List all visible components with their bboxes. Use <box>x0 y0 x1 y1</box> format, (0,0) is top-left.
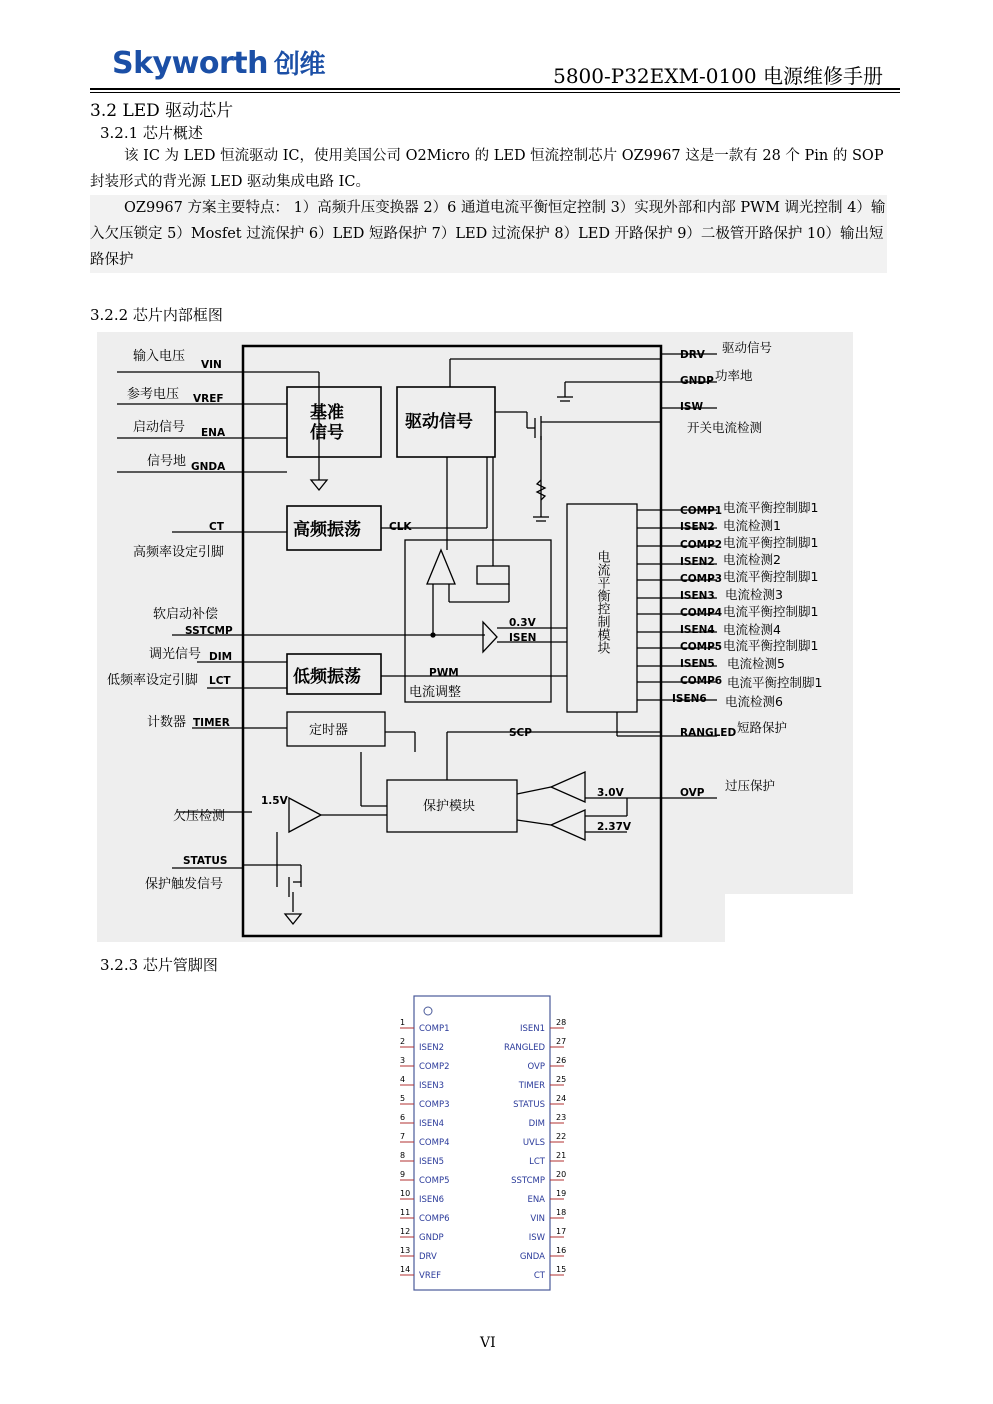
pin-label-left: ISEN2 <box>419 1043 445 1053</box>
pin-number-right: 25 <box>556 1075 567 1084</box>
pin-number-left: 12 <box>400 1227 411 1236</box>
pin-number-left: 5 <box>400 1094 406 1103</box>
pin-number-right: 17 <box>556 1227 567 1236</box>
pin-comp4: COMP4 <box>680 607 723 619</box>
pin-label-left: ISEN6 <box>419 1195 445 1205</box>
current-adj-label: 电流调整 <box>409 685 462 700</box>
pin-number-right: 20 <box>556 1170 567 1179</box>
block-diagram <box>97 332 853 942</box>
document-title: 5800-P32EXM-0100 电源维修手册 <box>553 64 883 88</box>
pin-number-right: 15 <box>556 1265 567 1274</box>
label-comp1-cn: 电流平衡控制脚1 <box>723 500 819 515</box>
pinout-title: 3.2.3 芯片管脚图 <box>100 956 218 974</box>
pin-number-left: 4 <box>400 1075 406 1084</box>
label-ovp-cn: 过压保护 <box>725 778 776 793</box>
header-rule-thin <box>90 92 900 93</box>
label-gnda-cn: 信号地 <box>147 454 187 469</box>
pin-label-right: GNDA <box>519 1252 545 1262</box>
label-uv-cn: 欠压检测 <box>173 809 226 824</box>
pin-number-left: 7 <box>400 1132 406 1141</box>
pin-ovp: OVP <box>680 787 705 799</box>
label-comp5-cn: 电流平衡控制脚1 <box>723 638 819 653</box>
pin-number-right: 24 <box>556 1094 567 1103</box>
pin-number-left: 6 <box>400 1113 406 1122</box>
pin-number-right: 19 <box>556 1189 567 1198</box>
pin-number-left: 8 <box>400 1151 406 1160</box>
pin-gndp: GNDP <box>680 375 714 387</box>
label-pwm: PWM <box>429 667 459 679</box>
pin-gnda: GNDA <box>191 461 226 473</box>
pin-number-left: 11 <box>400 1208 411 1217</box>
pin-number-left: 14 <box>400 1265 411 1274</box>
label-comp4-cn: 电流平衡控制脚1 <box>723 604 819 619</box>
pin-label-right: UVLS <box>522 1138 545 1148</box>
label-gndp-cn: 功率地 <box>715 368 753 383</box>
pin-label-right: TIMER <box>518 1081 545 1091</box>
pin-number-right: 23 <box>556 1113 567 1122</box>
pin-number-right: 27 <box>556 1037 567 1046</box>
pin-label-left: COMP2 <box>419 1062 450 1072</box>
label-isen1-cn: 电流检测1 <box>723 518 781 533</box>
pin-timer: TIMER <box>193 717 230 729</box>
pin-isen4: ISEN4 <box>680 624 715 636</box>
pin-label-left: COMP5 <box>419 1176 450 1186</box>
pin-label-right: CT <box>533 1271 545 1281</box>
block-diagram-title: 3.2.2 芯片内部框图 <box>90 306 223 324</box>
ref-block-label-1: 基准 <box>310 403 344 423</box>
pin-number-right: 18 <box>556 1208 567 1217</box>
drive-block-label: 驱动信号 <box>405 412 473 432</box>
pin-label-left: ISEN3 <box>419 1081 445 1091</box>
label-lct-cn: 低频率设定引脚 <box>107 673 199 688</box>
pin-label-right: ENA <box>527 1195 545 1205</box>
pin-isw: ISW <box>680 401 704 413</box>
pin-label-left: COMP4 <box>419 1138 450 1148</box>
pin-number-right: 22 <box>556 1132 567 1141</box>
pin-vin: VIN <box>201 359 222 371</box>
label-237v: 2.37V <box>597 821 632 833</box>
overview-paragraph: 该 IC 为 LED 恒流驱动 IC，使用美国公司 O2Micro 的 LED 恒流控制芯片 OZ9967 这是一款有 28 个 Pin 的 SOP 封装形式的背光源 LED 驱动集成电路 IC。 <box>90 148 884 190</box>
pin-number-right: 28 <box>556 1018 567 1027</box>
page-number: VI <box>480 1335 496 1351</box>
pin-number-right: 26 <box>556 1056 567 1065</box>
pin-label-right: RANGLED <box>504 1043 545 1053</box>
pin-comp2: COMP2 <box>680 539 723 551</box>
label-comp3-cn: 电流平衡控制脚1 <box>723 569 819 584</box>
pin-label-left: ISEN4 <box>419 1119 445 1129</box>
pin-comp6: COMP6 <box>680 675 723 687</box>
pin-number-left: 13 <box>400 1246 411 1255</box>
pin-label-left: DRV <box>419 1252 437 1262</box>
pin-number-left: 9 <box>400 1170 406 1179</box>
pin-dim: DIM <box>209 651 233 663</box>
pin-label-left: COMP6 <box>419 1214 450 1224</box>
header-rule <box>90 88 900 90</box>
pin-label-left: VREF <box>419 1271 441 1281</box>
section-title: 3.2 LED 驱动芯片 <box>90 101 234 121</box>
timer-label: 定时器 <box>309 723 349 738</box>
label-isw-cn: 开关电流检测 <box>687 420 763 435</box>
label-comp2-cn: 电流平衡控制脚1 <box>723 535 819 550</box>
pin-rangled: RANGLED <box>680 727 737 739</box>
pin-label-left: ISEN5 <box>419 1157 445 1167</box>
features-paragraph: OZ9967 方案主要特点： 1）高频升压变换器 2）6 通道电流平衡恒定控制 3）实现外部和内部 PWM 调光控制 4）输入欠压锁定 5）Mosfet 过流保护 6）LED 短路保护 7）LED 过流保护 8）LED 开路保护 9）二极管开路保护 10）输出短路保护 <box>90 195 887 273</box>
pin-isen3: ISEN3 <box>680 590 715 602</box>
label-03v: 0.3V <box>509 617 536 629</box>
label-ct-cn: 高频率设定引脚 <box>133 545 225 560</box>
pin-label-right: SSTCMP <box>511 1176 545 1186</box>
pin-ena: ENA <box>201 427 226 439</box>
label-timer-cn: 计数器 <box>147 715 187 730</box>
protect-label: 保护模块 <box>423 799 476 814</box>
pin-number-right: 21 <box>556 1151 567 1160</box>
label-drv-cn: 驱动信号 <box>722 340 773 355</box>
label-isen6-cn: 电流检测6 <box>725 694 783 709</box>
pin-label-right: ISW <box>528 1233 545 1243</box>
label-rangled-cn: 短路保护 <box>737 720 788 735</box>
pin-comp5: COMP5 <box>680 641 723 653</box>
pin-label-left: COMP3 <box>419 1100 450 1110</box>
label-isen: ISEN <box>509 632 537 644</box>
pin-sstcmp: SSTCMP <box>185 625 233 637</box>
pin-label-right: DIM <box>528 1119 545 1129</box>
lf-osc-label: 低频振荡 <box>293 667 361 687</box>
balance-label: 电流平衡控制模块 <box>594 550 610 654</box>
logo-cn: 创维 <box>273 50 325 80</box>
label-status-cn: 保护触发信号 <box>145 877 224 892</box>
skyworth-logo <box>112 44 325 81</box>
pin-drv: DRV <box>680 349 705 361</box>
label-isen4-cn: 电流检测4 <box>723 622 781 637</box>
pin-number-left: 3 <box>400 1056 406 1065</box>
pin-label-left: GNDP <box>419 1233 444 1243</box>
label-dim-cn: 调光信号 <box>149 647 202 662</box>
label-15v: 1.5V <box>261 795 288 807</box>
overview-title: 3.2.1 芯片概述 <box>100 124 203 142</box>
label-sstcmp-cn: 软启动补偿 <box>153 607 219 622</box>
pin-label-left: COMP1 <box>419 1024 450 1034</box>
pin-comp1: COMP1 <box>680 505 723 517</box>
label-clk: CLK <box>389 521 412 533</box>
pin-label-right: ISEN1 <box>519 1024 545 1034</box>
label-vin-cn: 输入电压 <box>133 349 186 364</box>
pinout-diagram <box>390 992 580 1294</box>
pin-number-left: 1 <box>400 1018 406 1027</box>
pin-lct: LCT <box>209 675 231 687</box>
pin-label-right: LCT <box>529 1157 545 1167</box>
label-comp6-cn: 电流平衡控制脚1 <box>727 675 823 690</box>
pin-ct: CT <box>209 521 224 533</box>
pin-isen5: ISEN5 <box>680 658 715 670</box>
pin-vref: VREF <box>193 393 224 405</box>
pin-status: STATUS <box>183 855 228 867</box>
pin-number-left: 10 <box>400 1189 411 1198</box>
hf-osc-label: 高频振荡 <box>293 520 361 540</box>
label-isen5-cn: 电流检测5 <box>727 656 785 671</box>
label-scp: SCP <box>509 727 532 739</box>
pin-isen1: ISEN2 <box>680 521 715 533</box>
pin-number-left: 2 <box>400 1037 406 1046</box>
pin-comp3: COMP3 <box>680 573 723 585</box>
label-30v: 3.0V <box>597 787 624 799</box>
label-vref-cn: 参考电压 <box>127 387 180 402</box>
pin-label-right: OVP <box>527 1062 545 1072</box>
pin-isen2: ISEN2 <box>680 556 715 568</box>
pin-label-right: STATUS <box>513 1100 545 1110</box>
logo-text: Skyworth <box>112 46 268 81</box>
label-isen2-cn: 电流检测2 <box>723 552 781 567</box>
label-isen3-cn: 电流检测3 <box>725 587 783 602</box>
pin-number-right: 16 <box>556 1246 567 1255</box>
pin-label-right: VIN <box>530 1214 545 1224</box>
label-ena-cn: 启动信号 <box>133 420 186 435</box>
pin-isen6: ISEN6 <box>672 693 707 705</box>
ref-block-label-2: 信号 <box>310 423 344 443</box>
